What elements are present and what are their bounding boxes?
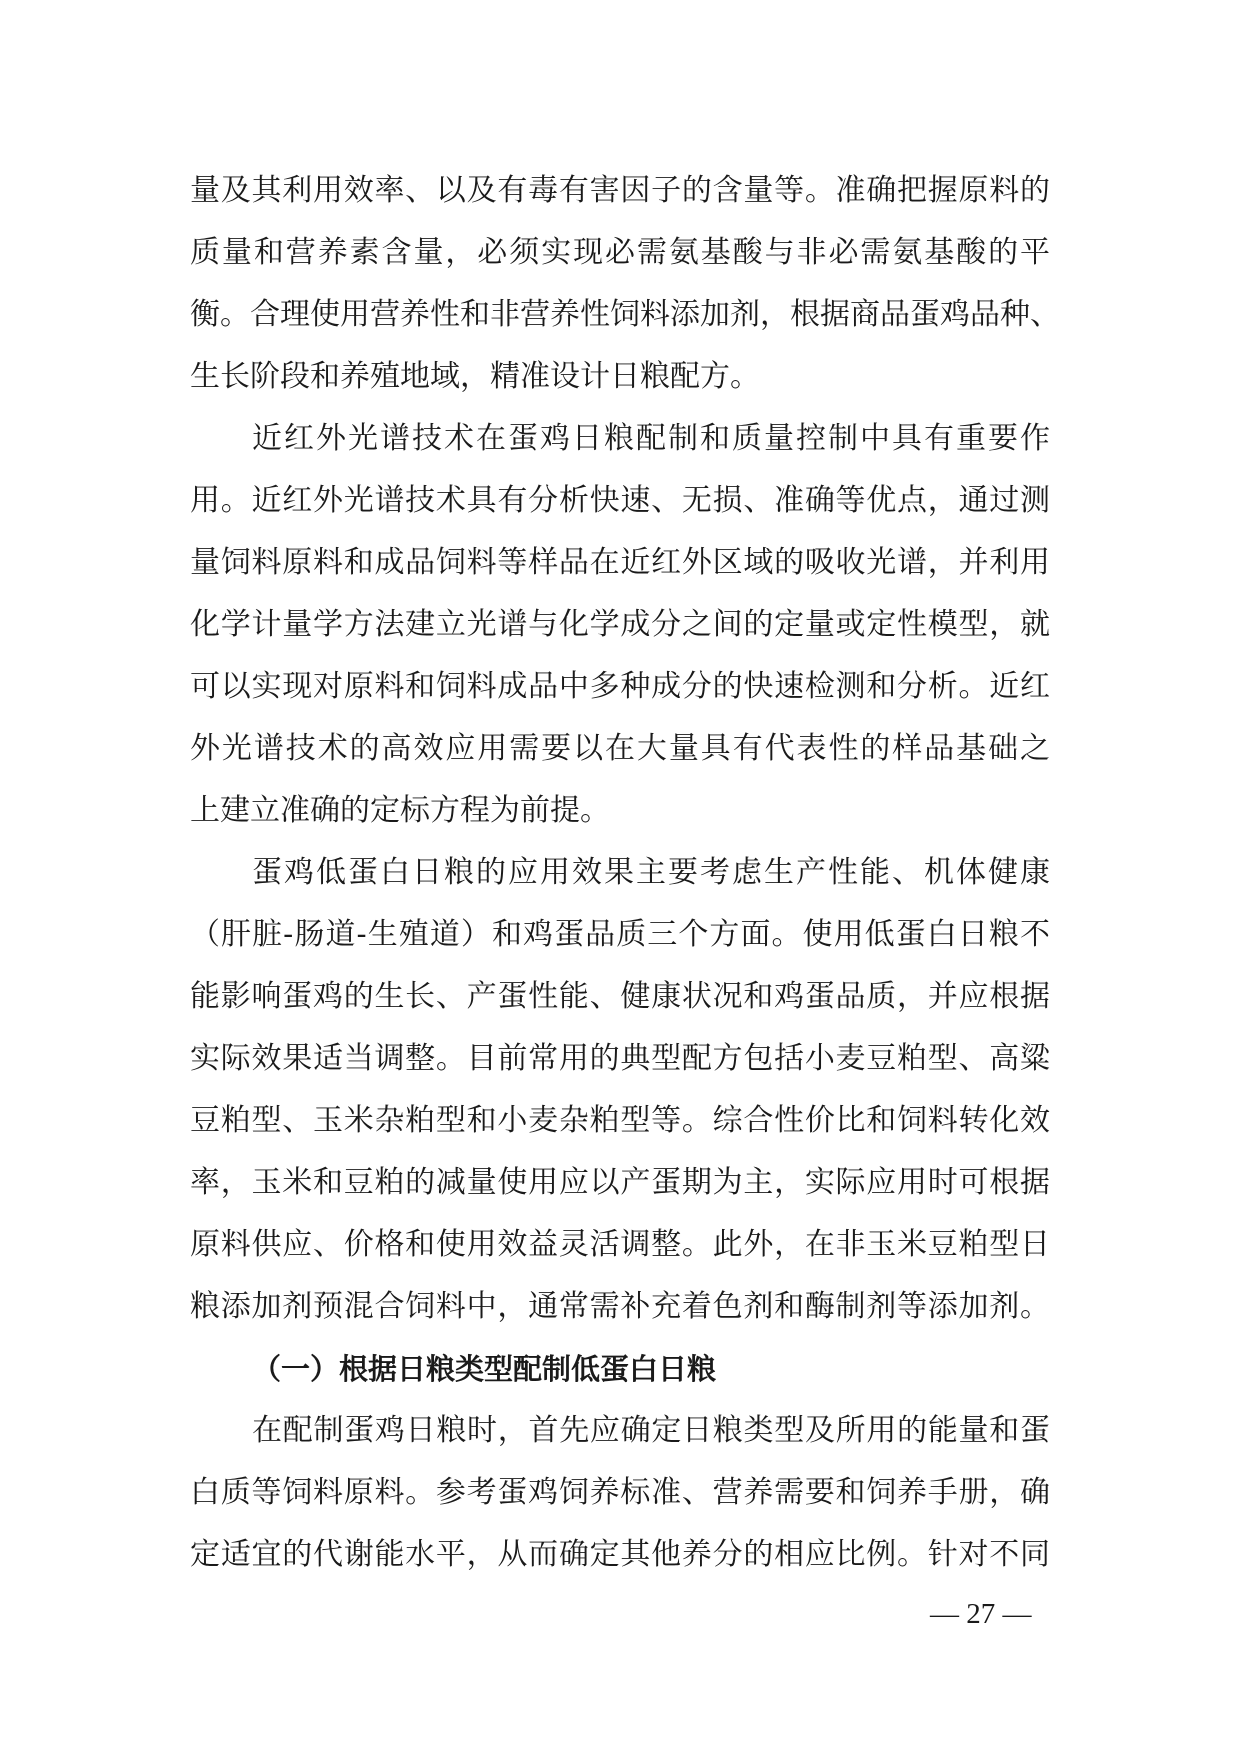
paragraph-diet-formulation xyxy=(190,1400,1050,1586)
text-line: 生长阶段和养殖地域，精准设计日粮配方。 xyxy=(190,359,760,394)
text-line: 用。近红外光谱技术具有分析快速、无损、准确等优点，通过测 xyxy=(190,483,1050,518)
text-line: 可以实现对原料和饲料成品中多种成分的快速检测和分析。近红 xyxy=(190,669,1050,704)
paragraph-nutrient-balance xyxy=(190,160,1060,408)
text-line: 衡。合理使用营养性和非营养性饲料添加剂，根据商品蛋鸡品种、 xyxy=(190,297,1060,332)
text-line: 上建立准确的定标方程为前提。 xyxy=(190,793,610,828)
text-line: 蛋鸡低蛋白日粮的应用效果主要考虑生产性能、机体健康 xyxy=(252,855,1050,890)
text-line: 在配制蛋鸡日粮时，首先应确定日粮类型及所用的能量和蛋 xyxy=(252,1413,1050,1448)
text-line: 质量和营养素含量，必须实现必需氨基酸与非必需氨基酸的平 xyxy=(190,235,1050,270)
body-text xyxy=(190,160,1060,1586)
text-line: 化学计量学方法建立光谱与化学成分之间的定量或定性模型，就 xyxy=(190,607,1050,642)
text-line: （肝脏-肠道-生殖道）和鸡蛋品质三个方面。使用低蛋白日粮不 xyxy=(190,917,1050,952)
section-heading: （一）根据日粮类型配制低蛋白日粮 xyxy=(252,1352,717,1386)
paragraph-application-effect xyxy=(190,842,1050,1338)
text-line: 定适宜的代谢能水平，从而确定其他养分的相应比例。针对不同 xyxy=(190,1537,1050,1572)
page-number: — 27 — xyxy=(930,1598,1032,1630)
text-line: 原料供应、价格和使用效益灵活调整。此外，在非玉米豆粕型日 xyxy=(190,1227,1050,1262)
paragraph-nir-spectroscopy xyxy=(190,408,1050,842)
text-line: 粮添加剂预混合饲料中，通常需补充着色剂和酶制剂等添加剂。 xyxy=(190,1289,1050,1324)
text-line: 量饲料原料和成品饲料等样品在近红外区域的吸收光谱，并利用 xyxy=(190,545,1050,580)
text-line: 豆粕型、玉米杂粕型和小麦杂粕型等。综合性价比和饲料转化效 xyxy=(190,1103,1050,1138)
text-line: 近红外光谱技术在蛋鸡日粮配制和质量控制中具有重要作 xyxy=(252,421,1050,456)
text-line: 量及其利用效率、以及有毒有害因子的含量等。准确把握原料的 xyxy=(190,173,1050,208)
text-line: 实际效果适当调整。目前常用的典型配方包括小麦豆粕型、高粱 xyxy=(190,1041,1050,1076)
text-line: 外光谱技术的高效应用需要以在大量具有代表性的样品基础之 xyxy=(190,731,1050,766)
text-line: 白质等饲料原料。参考蛋鸡饲养标准、营养需要和饲养手册，确 xyxy=(190,1475,1050,1510)
text-line: 能影响蛋鸡的生长、产蛋性能、健康状况和鸡蛋品质，并应根据 xyxy=(190,979,1050,1014)
text-line: 率，玉米和豆粕的减量使用应以产蛋期为主，实际应用时可根据 xyxy=(190,1165,1050,1200)
